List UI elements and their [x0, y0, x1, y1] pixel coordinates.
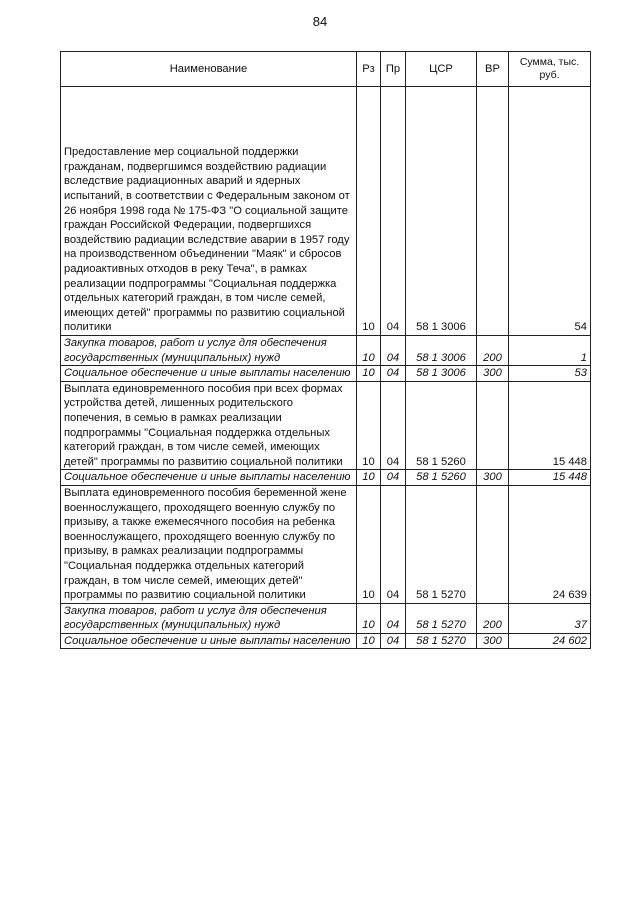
row-vr: 200: [477, 336, 509, 366]
row-rz: 10: [357, 381, 381, 470]
table-row: [61, 87, 591, 336]
row-amount: 15 448: [509, 470, 591, 486]
row-csr: 58 1 5260: [406, 381, 477, 470]
header-rz: Рз: [357, 52, 381, 87]
table-row: [61, 470, 591, 486]
row-csr: 58 1 3006: [406, 336, 477, 366]
row-vr: 200: [477, 603, 509, 633]
row-vr: [477, 485, 509, 603]
table-row: [61, 366, 591, 382]
row-csr: 58 1 3006: [406, 366, 477, 382]
table-header-row: [61, 52, 591, 87]
header-amount: Сумма, тыс. руб.: [509, 52, 591, 87]
row-pr: 04: [381, 470, 406, 486]
row-amount: 1: [509, 336, 591, 366]
table-row: [61, 336, 591, 366]
budget-table: [60, 51, 591, 649]
row-pr: 04: [381, 366, 406, 382]
row-csr: 58 1 5270: [406, 485, 477, 603]
row-amount: 37: [509, 603, 591, 633]
row-name: Социальное обеспечение и иные выплаты населению: [61, 633, 357, 649]
header-name: Наименование: [61, 52, 357, 87]
header-vr: ВР: [477, 52, 509, 87]
row-pr: 04: [381, 603, 406, 633]
row-pr: 04: [381, 381, 406, 470]
row-pr: 04: [381, 336, 406, 366]
row-vr: [477, 381, 509, 470]
row-rz: 10: [357, 366, 381, 382]
row-rz: 10: [357, 336, 381, 366]
row-name: Выплата единовременного пособия беременной жене военнослужащего, проходящего военную службу по призыву, а также ежемесячного пособия на ребенка военнослужащего, проходящего военную службу по призыву, в рамках реализации подпрограммы "Социальная поддержка отдельных категорий граждан, в том числе семей, имеющих детей" программы по развитию социальной политики: [61, 485, 357, 603]
page-number: 84: [312, 14, 328, 29]
row-amount: 24 639: [509, 485, 591, 603]
row-name: Социальное обеспечение и иные выплаты населению: [61, 470, 357, 486]
row-rz: 10: [357, 603, 381, 633]
header-pr: Пр: [381, 52, 406, 87]
row-csr: 58 1 5260: [406, 470, 477, 486]
row-pr: 04: [381, 633, 406, 649]
row-amount: 15 448: [509, 381, 591, 470]
row-vr: [477, 87, 509, 336]
row-csr: 58 1 5270: [406, 633, 477, 649]
row-amount: 53: [509, 366, 591, 382]
row-rz: 10: [357, 87, 381, 336]
row-rz: 10: [357, 485, 381, 603]
row-name: Социальное обеспечение и иные выплаты населению: [61, 366, 357, 382]
row-pr: 04: [381, 87, 406, 336]
row-name: Выплата единовременного пособия при всех формах устройства детей, лишенных родительского попечения, в семью в рамках реализации подпрограммы "Социальная поддержка отдельных категорий граждан, в том числе семей, имеющих детей" программы по развитию социальной политики: [61, 381, 357, 470]
row-vr: 300: [477, 366, 509, 382]
header-csr: ЦСР: [406, 52, 477, 87]
row-csr: 58 1 5270: [406, 603, 477, 633]
row-name: Закупка товаров, работ и услуг для обеспечения государственных (муниципальных) нужд: [61, 336, 357, 366]
row-csr: 58 1 3006: [406, 87, 477, 336]
row-name: Предоставление мер социальной поддержки гражданам, подвергшимся воздействию радиации вследствие радиационных аварий и ядерных испытаний, в соответствии с Федеральным законом от 26 ноября 1998 года № 175-ФЗ "О социальной защите граждан Российской Федерации, подвергшихся воздействию радиации вследствие аварии в 1957 году на производственном объединении "Маяк" и сбросов радиоактивных отходов в реку Теча", в рамках реализации подпрограммы "Социальная поддержка отдельных категорий граждан, в том числе семей, имеющих детей" программы по развитию социальной политики: [61, 87, 357, 336]
row-amount: 54: [509, 87, 591, 336]
row-amount: 24 602: [509, 633, 591, 649]
table-row: [61, 381, 591, 470]
row-vr: 300: [477, 633, 509, 649]
row-name: Закупка товаров, работ и услуг для обеспечения государственных (муниципальных) нужд: [61, 603, 357, 633]
row-vr: 300: [477, 470, 509, 486]
row-rz: 10: [357, 633, 381, 649]
table-row: [61, 603, 591, 633]
table-row: [61, 485, 591, 603]
row-pr: 04: [381, 485, 406, 603]
table-row: [61, 633, 591, 649]
row-rz: 10: [357, 470, 381, 486]
